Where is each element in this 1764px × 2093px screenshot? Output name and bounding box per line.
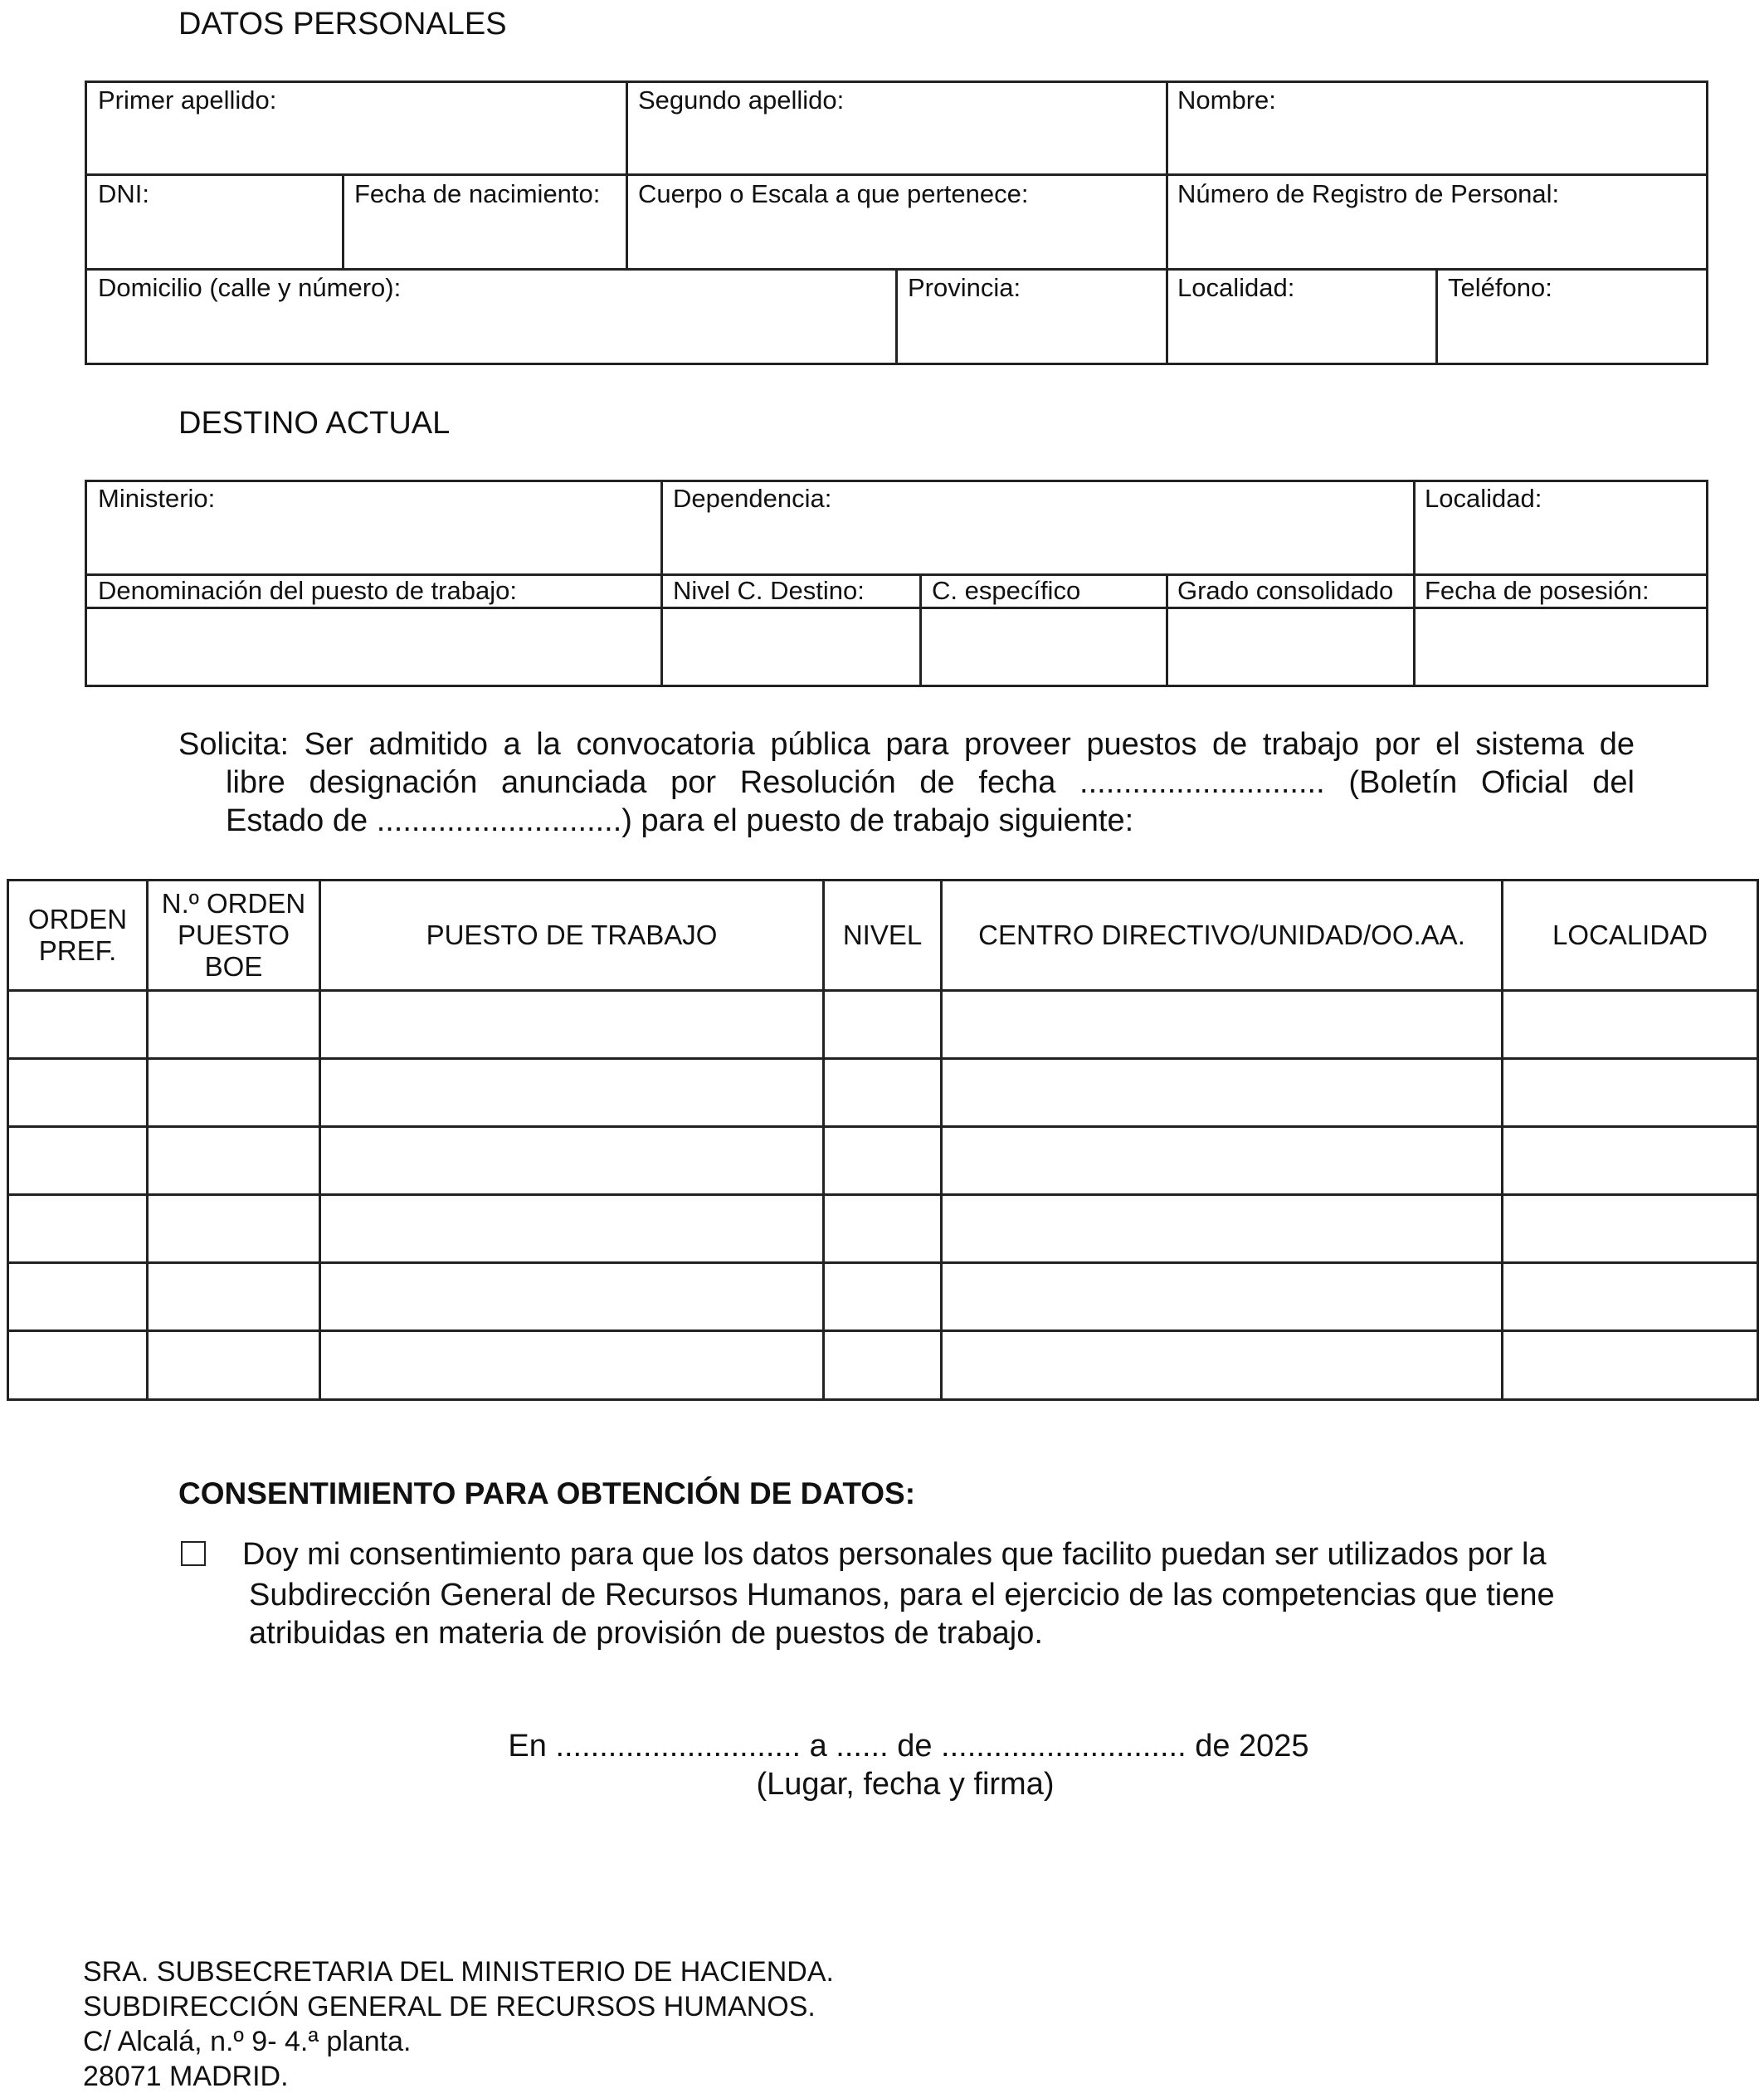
col-header-text: BOE <box>204 951 263 982</box>
col-header-text: PUESTO <box>177 920 290 950</box>
row-divider <box>85 173 1708 176</box>
primer-apellido-field[interactable] <box>87 120 623 172</box>
provincia-field[interactable] <box>898 309 1163 362</box>
consent-title: CONSENTIMIENTO PARA OBTENCIÓN DE DATOS: <box>178 1476 916 1510</box>
segundo-apellido-field[interactable] <box>628 120 1163 172</box>
destino-localidad-field[interactable] <box>1416 519 1706 571</box>
col-header-n-orden-puesto-boe <box>149 881 319 989</box>
signature-line: En ............................ a ...... de ............................ de 2025 <box>508 1729 1309 1764</box>
localidad-label: Localidad: <box>1177 273 1295 302</box>
telefono-label: Teléfono: <box>1448 273 1552 302</box>
table-row[interactable] <box>9 1128 1757 1193</box>
address-line: SRA. SUBSECRETARIA DEL MINISTERIO DE HACIENDA. <box>83 1956 834 1988</box>
request-line: Solicita: Ser admitido a la convocatoria pública para proveer puestos de trabajo por el sistema de <box>178 727 1635 762</box>
fecha-posesion-field[interactable] <box>1416 609 1706 685</box>
nrp-field[interactable] <box>1168 214 1706 266</box>
col-header-centro-directivo: CENTRO DIRECTIVO/UNIDAD/OO.AA. <box>978 920 1465 950</box>
dependencia-label: Dependencia: <box>673 484 832 513</box>
denominacion-label: Denominación del puesto de trabajo: <box>98 576 517 605</box>
col-header-localidad: LOCALIDAD <box>1552 920 1708 950</box>
ministerio-label: Ministerio: <box>98 484 216 513</box>
localidad-field[interactable] <box>1168 309 1433 362</box>
fecha-nacimiento-field[interactable] <box>344 214 623 266</box>
cuerpo-escala-label: Cuerpo o Escala a que pertenece: <box>638 179 1029 208</box>
col-header-orden-pref <box>9 881 146 989</box>
provincia-label: Provincia: <box>908 273 1021 302</box>
request-line: Estado de ............................) para el puesto de trabajo siguiente: <box>226 803 1134 838</box>
consent-checkbox[interactable] <box>181 1541 206 1566</box>
address-line: SUBDIRECCIÓN GENERAL DE RECURSOS HUMANOS. <box>83 1991 816 2022</box>
table-row[interactable] <box>9 1332 1757 1398</box>
col-header-puesto-de-trabajo: PUESTO DE TRABAJO <box>426 920 718 950</box>
nombre-field[interactable] <box>1168 120 1706 172</box>
col-header-text: N.º ORDEN <box>161 888 306 919</box>
segundo-apellido-label: Segundo apellido: <box>638 85 845 115</box>
grado-consolidado-label: Grado consolidado <box>1177 576 1394 605</box>
consent-text-line: Subdirección General de Recursos Humanos, para el ejercicio de las competencias que tiene <box>249 1578 1555 1612</box>
dependencia-field[interactable] <box>663 519 1411 571</box>
nombre-label: Nombre: <box>1177 85 1276 115</box>
nrp-label: Número de Registro de Personal: <box>1177 179 1560 208</box>
destino-section-title: DESTINO ACTUAL <box>178 406 451 441</box>
complemento-especifico-label: C. específico <box>932 576 1081 605</box>
table-row[interactable] <box>9 1196 1757 1261</box>
cuerpo-escala-field[interactable] <box>628 214 1163 266</box>
consent-text-line: atribuidas en materia de provisión de puestos de trabajo. <box>249 1616 1043 1651</box>
grado-consolidado-field[interactable] <box>1168 609 1411 685</box>
consent-text-line: Doy mi consentimiento para que los datos personales que facilito puedan ser utilizados por la <box>242 1537 1547 1572</box>
ministerio-field[interactable] <box>87 519 658 571</box>
complemento-especifico-field[interactable] <box>922 609 1163 685</box>
fecha-posesion-label: Fecha de posesión: <box>1425 576 1649 605</box>
nivel-destino-label: Nivel C. Destino: <box>673 576 865 605</box>
dni-field[interactable] <box>87 214 339 266</box>
primer-apellido-label: Primer apellido: <box>98 85 277 115</box>
domicilio-field[interactable] <box>87 309 893 362</box>
fecha-nacimiento-label: Fecha de nacimiento: <box>354 179 601 208</box>
table-row[interactable] <box>9 1264 1757 1329</box>
table-row[interactable] <box>9 992 1757 1057</box>
col-header-nivel: NIVEL <box>842 920 923 950</box>
address-line: C/ Alcalá, n.º 9- 4.ª planta. <box>83 2026 412 2057</box>
signature-caption: (Lugar, fecha y firma) <box>756 1767 1055 1802</box>
table-row[interactable] <box>9 1060 1757 1125</box>
telefono-field[interactable] <box>1438 309 1706 362</box>
address-line: 28071 MADRID. <box>83 2061 289 2092</box>
nivel-destino-field[interactable] <box>663 609 917 685</box>
personal-section-title: DATOS PERSONALES <box>178 7 507 41</box>
dni-label: DNI: <box>98 179 149 208</box>
request-line: libre designación anunciada por Resolución de fecha ............................ (Boletín Oficial del <box>226 765 1635 800</box>
denominacion-field[interactable] <box>87 609 658 685</box>
domicilio-label: Domicilio (calle y número): <box>98 273 402 302</box>
col-header-text: PREF. <box>38 935 117 966</box>
col-header-text: ORDEN <box>27 904 128 934</box>
destino-localidad-label: Localidad: <box>1425 484 1542 513</box>
